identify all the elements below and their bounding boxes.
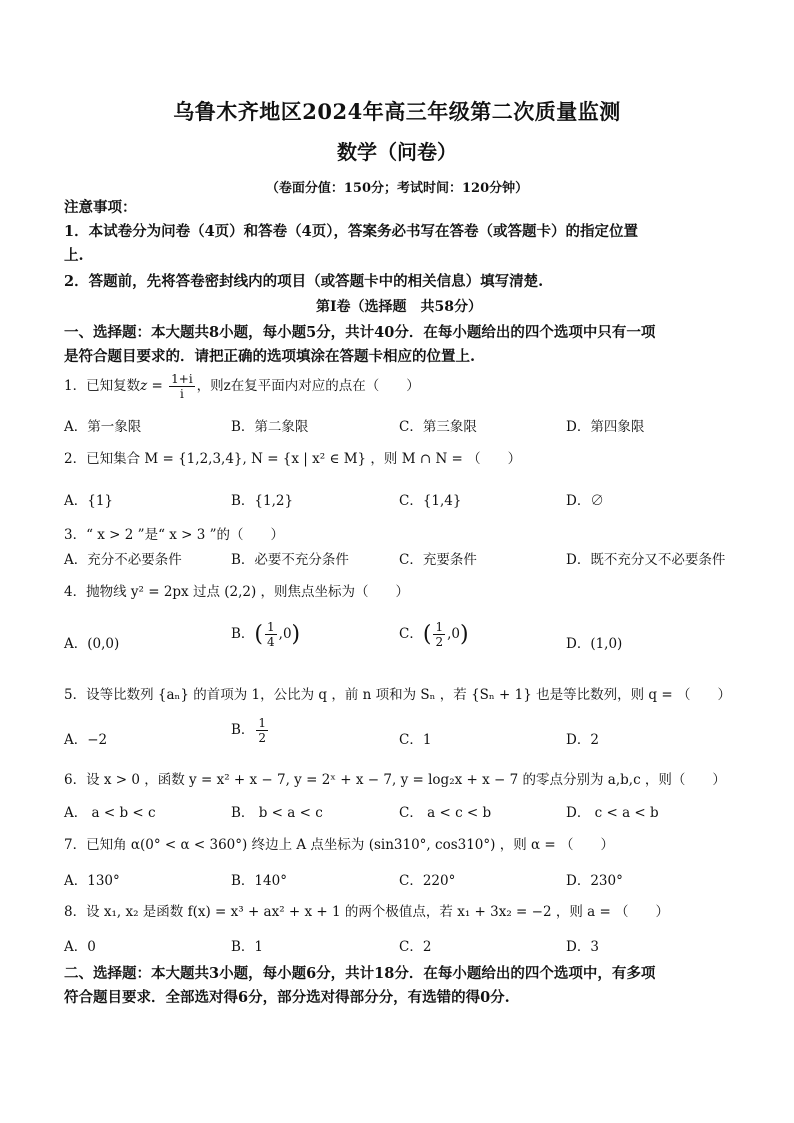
q7-option-b: B．140°: [231, 873, 287, 889]
question-3: 3．“ x > 2 ”是“ x > 3 ”的（ ）: [64, 527, 285, 543]
q4-option-c: C．( $\frac{1}{2}$ ,0): [399, 620, 469, 649]
q2-option-b: B．{1,2}: [231, 493, 294, 509]
q4-c-den: 2: [435, 635, 444, 649]
q5-b-den: 2: [258, 731, 267, 745]
question-6: 6．设 x > 0 ，函数 y = x² + x − 7, y = 2ˣ + x − 7, y = log₂x + x − 7 的零点分别为 a,b,c ，则（ ）: [64, 772, 726, 788]
exam-subtitle: 数学（问卷）: [337, 140, 457, 164]
q2-option-d: D．∅: [566, 493, 604, 509]
q4-option-b-fraction: [265, 620, 277, 649]
q5-option-a: A．−2: [64, 732, 108, 748]
q7-option-c: C．220°: [399, 873, 456, 889]
q6-option-d: D． c < a < b: [566, 805, 659, 821]
q2-option-c: C．{1,4}: [399, 493, 462, 509]
q6-option-c: C． a < c < b: [399, 805, 492, 821]
q8-option-c: C．2: [399, 939, 432, 955]
q8-option-d: D．3: [566, 939, 599, 955]
question-8: 8．设 x₁, x₂ 是函数 f(x) = x³ + ax² + x + 1 的两个极值点，若 x₁ + 3x₂ = −2 ，则 a = （ ）: [64, 904, 670, 920]
q1-option-c: C．第三象限: [399, 419, 477, 435]
q1-frac-den: i: [179, 387, 184, 401]
notes-item-1-line-2: 上.: [64, 247, 84, 264]
q4-option-c-label: C．: [399, 626, 423, 642]
exam-info: （卷面分值：150分；考试时间：120分钟）: [265, 181, 529, 196]
q4-option-a: A．(0,0): [64, 636, 120, 652]
q4-option-b: B．( $\frac{1}{4}$ ,0): [231, 620, 301, 649]
section2-line-1: 二、选择题：本大题共3小题，每小题6分，共计18分．在每小题给出的四个选项中，有多项: [64, 965, 656, 982]
q4-option-c-fraction: [433, 620, 445, 649]
question-2: 2．已知集合 M = {1,2,3,4}, N = {x | x² ∈ M} ，则 M ∩ N = （ ）: [64, 451, 522, 467]
q7-option-d: D．230°: [566, 873, 623, 889]
q5-option-b-fraction: [256, 716, 268, 745]
q2-option-a: A．{1}: [64, 493, 114, 509]
q4-option-b-label: B．: [231, 626, 255, 642]
q4-b-num: 1: [267, 620, 275, 634]
q6-option-b: B． b < a < c: [231, 805, 323, 821]
q4-c-num: 1: [435, 620, 444, 634]
q8-option-a: A．0: [64, 939, 96, 955]
q5-option-b-label: B．: [231, 722, 255, 738]
q1-fraction: [169, 372, 195, 401]
q1-stem-post: ，则z在复平面内对应的点在（ ）: [196, 378, 420, 394]
q3-option-d: D．既不充分又不必要条件: [566, 552, 726, 568]
question-7: 7．已知角 α(0° < α < 360°) 终边上 A 点坐标为 (sin310°, cos310°) ，则 α = （ ）: [64, 837, 615, 853]
q1-option-d: D．第四象限: [566, 419, 645, 435]
q5-b-num: 1: [258, 716, 267, 730]
q3-option-c: C．充要条件: [399, 552, 477, 568]
question-1: 1．已知复数z = $\frac{1+i}{i}$ ，则z在复平面内对应的点在（ ）: [64, 372, 420, 401]
q5-option-b: [231, 716, 270, 745]
q8-option-b: B．1: [231, 939, 264, 955]
q1-option-b: B．第二象限: [231, 419, 309, 435]
part1-heading: 第Ⅰ卷（选择题 共58分）: [315, 299, 483, 315]
q4-b-tail: ,0: [278, 626, 292, 642]
q1-stem-pre: 1．已知复数: [64, 378, 141, 394]
question-4: 4．抛物线 y² = 2px 过点 (2,2) ，则焦点坐标为（ ）: [64, 584, 410, 600]
section1-line-1: 一、选择题：本大题共8小题，每小题5分，共计40分．在每小题给出的四个选项中只有一项: [64, 324, 656, 341]
q1-var: z: [140, 378, 148, 394]
q4-c-tail: ,0: [447, 626, 460, 642]
section2-line-2: 符合题目要求．全部选对得6分，部分选对得部分分，有选错的得0分.: [64, 989, 510, 1006]
q1-option-a: A．第一象限: [64, 419, 142, 435]
q4-b-den: 4: [267, 635, 275, 649]
q4-option-d: D．(1,0): [566, 636, 623, 652]
q5-option-c: C．1: [399, 732, 432, 748]
q1-frac-num: 1+i: [171, 372, 193, 386]
question-5: 5．设等比数列 {aₙ} 的首项为 1，公比为 q ，前 n 项和为 Sₙ ，若 {Sₙ + 1} 也是等比数列，则 q = （ ）: [64, 687, 731, 703]
q3-option-a: A．充分不必要条件: [64, 552, 182, 568]
q7-option-a: A．130°: [64, 873, 120, 889]
notes-item-1-line-1: 1．本试卷分为问卷（4页）和答卷（4页），答案务必书写在答卷（或答题卡）的指定位置: [64, 223, 639, 240]
exam-title: 乌鲁木齐地区2024年高三年级第二次质量监测: [173, 99, 621, 124]
q5-option-d: D．2: [566, 732, 599, 748]
q3-option-b: B．必要不充分条件: [231, 552, 349, 568]
q6-option-a: A． a < b < c: [64, 805, 156, 821]
notes-item-2: 2．答题前，先将答卷密封线内的项目（或答题卡中的相关信息）填写清楚.: [64, 273, 544, 290]
notes-heading: 注意事项：: [64, 199, 137, 216]
section1-line-2: 是符合题目要求的．请把正确的选项填涂在答题卡相应的位置上.: [64, 348, 476, 365]
